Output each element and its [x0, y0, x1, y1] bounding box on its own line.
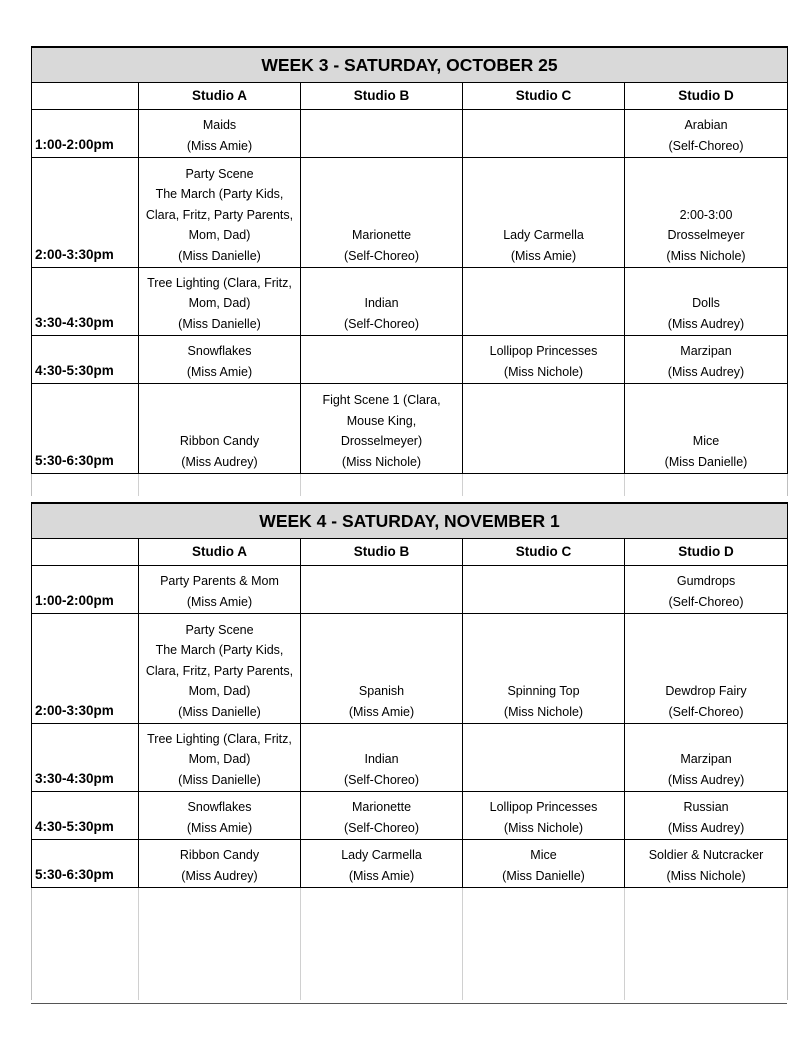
- time-slot: 1:00-2:00pm: [32, 110, 139, 158]
- schedule-cell: [463, 110, 625, 158]
- schedule-cell: Tree Lighting (Clara, Fritz, Mom, Dad) (Miss Danielle): [139, 724, 301, 792]
- schedule-cell: Soldier & Nutcracker (Miss Nichole): [625, 840, 788, 888]
- table-row: [32, 614, 788, 724]
- table-row: [32, 724, 788, 792]
- table-row: [32, 384, 788, 474]
- schedule-cell: Indian (Self-Choreo): [301, 268, 463, 336]
- week4-schedule-table: [31, 502, 788, 1000]
- table-row: [32, 336, 788, 384]
- table-row: [32, 158, 788, 268]
- schedule-cell: Dewdrop Fairy (Self-Choreo): [625, 614, 788, 724]
- schedule-cell: Russian (Miss Audrey): [625, 792, 788, 840]
- table-row: [32, 840, 788, 888]
- schedule-cell: [301, 566, 463, 614]
- studio-d-header: Studio D: [625, 83, 788, 110]
- week3-schedule-table: [31, 46, 788, 496]
- schedule-cell: Ribbon Candy (Miss Audrey): [139, 384, 301, 474]
- schedule-cell: [301, 336, 463, 384]
- table-row: [32, 268, 788, 336]
- table-row: [32, 110, 788, 158]
- schedule-cell: Arabian (Self-Choreo): [625, 110, 788, 158]
- time-slot: 4:30-5:30pm: [32, 792, 139, 840]
- time-slot: 3:30-4:30pm: [32, 724, 139, 792]
- time-slot: 5:30-6:30pm: [32, 384, 139, 474]
- schedule-cell: 2:00-3:00 Drosselmeyer (Miss Nichole): [625, 158, 788, 268]
- schedule-cell: Gumdrops (Self-Choreo): [625, 566, 788, 614]
- table-row: [32, 792, 788, 840]
- schedule-cell: Dolls (Miss Audrey): [625, 268, 788, 336]
- spacer-row: [32, 474, 788, 496]
- time-slot: 3:30-4:30pm: [32, 268, 139, 336]
- schedule-cell: Party Scene The March (Party Kids, Clara, Fritz, Party Parents, Mom, Dad) (Miss Danielle): [139, 614, 301, 724]
- week3-header-row: [32, 83, 788, 110]
- time-slot: 2:00-3:30pm: [32, 158, 139, 268]
- week4-title-row: [32, 503, 788, 539]
- studio-a-header: Studio A: [139, 83, 301, 110]
- schedule-cell: Spanish (Miss Amie): [301, 614, 463, 724]
- time-header-cell: [32, 539, 139, 566]
- schedule-cell: [301, 110, 463, 158]
- week3-title-row: [32, 47, 788, 83]
- time-header-cell: [32, 83, 139, 110]
- table-row: [32, 566, 788, 614]
- schedule-cell: Marzipan (Miss Audrey): [625, 336, 788, 384]
- studio-a-header: Studio A: [139, 539, 301, 566]
- schedule-cell: Party Scene The March (Party Kids, Clara, Fritz, Party Parents, Mom, Dad) (Miss Danielle): [139, 158, 301, 268]
- time-slot: 4:30-5:30pm: [32, 336, 139, 384]
- schedule-cell: Lady Carmella (Miss Amie): [301, 840, 463, 888]
- studio-b-header: Studio B: [301, 539, 463, 566]
- studio-c-header: Studio C: [463, 83, 625, 110]
- studio-b-header: Studio B: [301, 83, 463, 110]
- schedule-cell: [463, 384, 625, 474]
- schedule-cell: Lady Carmella (Miss Amie): [463, 158, 625, 268]
- schedule-cell: Mice (Miss Danielle): [625, 384, 788, 474]
- time-slot: 2:00-3:30pm: [32, 614, 139, 724]
- schedule-cell: Lollipop Princesses (Miss Nichole): [463, 792, 625, 840]
- schedule-cell: Marionette (Self-Choreo): [301, 792, 463, 840]
- schedule-cell: Party Parents & Mom (Miss Amie): [139, 566, 301, 614]
- time-slot: 1:00-2:00pm: [32, 566, 139, 614]
- page-bottom-divider: [31, 1003, 787, 1004]
- schedule-cell: Mice (Miss Danielle): [463, 840, 625, 888]
- week4-title: WEEK 4 - SATURDAY, NOVEMBER 1: [32, 503, 788, 539]
- schedule-cell: Marzipan (Miss Audrey): [625, 724, 788, 792]
- spacer-row: [32, 888, 788, 1000]
- schedule-cell: Ribbon Candy (Miss Audrey): [139, 840, 301, 888]
- schedule-cell: Spinning Top (Miss Nichole): [463, 614, 625, 724]
- week3-title: WEEK 3 - SATURDAY, OCTOBER 25: [32, 47, 788, 83]
- studio-d-header: Studio D: [625, 539, 788, 566]
- schedule-cell: Lollipop Princesses (Miss Nichole): [463, 336, 625, 384]
- schedule-cell: Maids (Miss Amie): [139, 110, 301, 158]
- week4-header-row: [32, 539, 788, 566]
- schedule-cell: Snowflakes (Miss Amie): [139, 336, 301, 384]
- schedule-cell: Indian (Self-Choreo): [301, 724, 463, 792]
- schedule-cell: [463, 724, 625, 792]
- schedule-cell: [463, 268, 625, 336]
- schedule-cell: Fight Scene 1 (Clara, Mouse King, Drosselmeyer) (Miss Nichole): [301, 384, 463, 474]
- studio-c-header: Studio C: [463, 539, 625, 566]
- schedule-cell: Tree Lighting (Clara, Fritz, Mom, Dad) (Miss Danielle): [139, 268, 301, 336]
- time-slot: 5:30-6:30pm: [32, 840, 139, 888]
- schedule-cell: Marionette (Self-Choreo): [301, 158, 463, 268]
- schedule-cell: [463, 566, 625, 614]
- schedule-cell: Snowflakes (Miss Amie): [139, 792, 301, 840]
